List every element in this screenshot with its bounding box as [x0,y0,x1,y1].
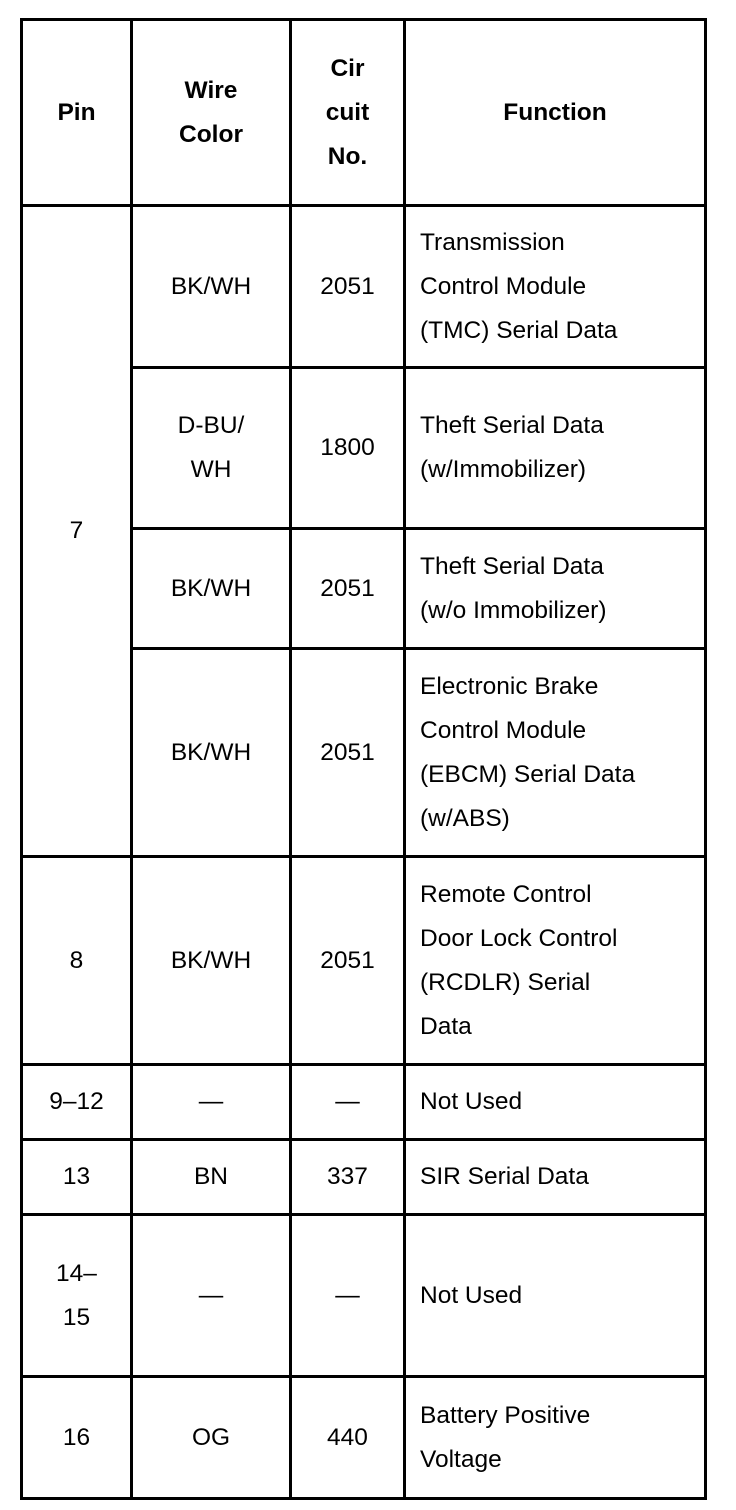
table-row [22,206,706,368]
wire-color-cell: BK/WH [132,857,291,1065]
function-cell: Transmission Control Module (TMC) Serial Data [405,206,706,368]
header-pin: Pin [22,20,132,206]
wire-color-cell: BK/WH [132,206,291,368]
wire-color-cell: D-BU/ WH [132,368,291,529]
function-cell: Electronic Brake Control Module (EBCM) Serial Data (w/ABS) [405,649,706,857]
circuit-cell: 2051 [291,206,405,368]
function-cell: Not Used [405,1215,706,1377]
pin-cell: 8 [22,857,132,1065]
pin-cell: 13 [22,1140,132,1215]
header-wire-color: Wire Color [132,20,291,206]
function-cell: Not Used [405,1065,706,1140]
connector-pinout-table [20,18,707,1500]
table-row [22,1140,706,1215]
function-cell: Theft Serial Data (w/o Immobilizer) [405,529,706,649]
wire-color-cell: OG [132,1377,291,1499]
pin-cell: 16 [22,1377,132,1499]
header-function: Function [405,20,706,206]
function-cell: SIR Serial Data [405,1140,706,1215]
table-row [22,1215,706,1377]
circuit-cell: 1800 [291,368,405,529]
function-cell: Battery Positive Voltage [405,1377,706,1499]
circuit-cell: 337 [291,1140,405,1215]
table-row [22,1065,706,1140]
table-row [22,1377,706,1499]
pin-cell: 7 [22,206,132,857]
wire-color-cell: BK/WH [132,649,291,857]
header-circuit-no: Cir cuit No. [291,20,405,206]
function-cell: Theft Serial Data (w/Immobilizer) [405,368,706,529]
pin-cell: 9–12 [22,1065,132,1140]
wire-color-cell: — [132,1065,291,1140]
circuit-cell: 440 [291,1377,405,1499]
wire-color-cell: BK/WH [132,529,291,649]
circuit-cell: 2051 [291,857,405,1065]
wire-color-cell: BN [132,1140,291,1215]
circuit-cell: — [291,1065,405,1140]
pin-cell: 14– 15 [22,1215,132,1377]
circuit-cell: 2051 [291,649,405,857]
function-cell: Remote Control Door Lock Control (RCDLR) Serial Data [405,857,706,1065]
table-row [22,857,706,1065]
header-row [22,20,706,206]
circuit-cell: 2051 [291,529,405,649]
wire-color-cell: — [132,1215,291,1377]
circuit-cell: — [291,1215,405,1377]
